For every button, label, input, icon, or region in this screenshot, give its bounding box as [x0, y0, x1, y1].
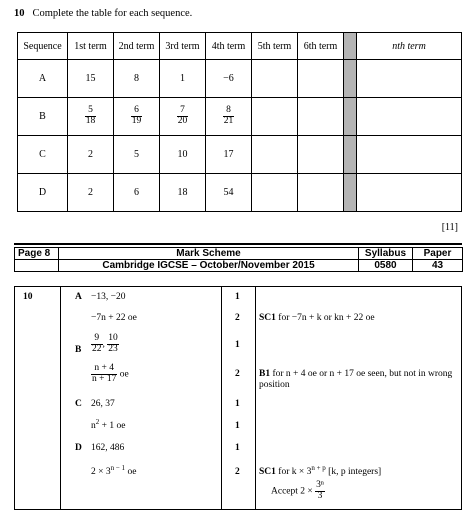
answer-d1: 162, 486	[91, 443, 125, 453]
term-cell: $\frac{5}{18}$	[68, 98, 114, 136]
table-header-row	[18, 33, 462, 60]
answer-cell[interactable]	[298, 98, 344, 136]
mark-b1: 1	[235, 340, 240, 350]
question-number: 10	[14, 8, 25, 19]
term-cell: 2	[68, 136, 114, 174]
question-prompt: Complete the table for each sequence.	[32, 8, 193, 19]
answer-cell[interactable]	[252, 98, 298, 136]
term-cell: $\frac{6}{19}$	[114, 98, 160, 136]
answer-cell[interactable]	[252, 60, 298, 98]
note-b2: B1 for n + 4 oe or n + 17 oe seen, but not in wrong position	[259, 369, 453, 390]
grey-separator	[344, 60, 357, 98]
blank-cell	[15, 260, 59, 272]
accept-d2: Accept 2 × $\frac{\text{3ⁿ}}{3}$	[271, 480, 324, 501]
header-nth-term: nth term	[357, 33, 462, 60]
mark-b2: 2	[235, 369, 240, 379]
row-label: C	[18, 136, 68, 174]
column-divider	[255, 287, 256, 509]
table-row	[18, 98, 462, 136]
mark-scheme-answers	[14, 286, 462, 510]
mark-a1: 1	[235, 292, 240, 302]
mark-d1: 1	[235, 443, 240, 453]
note-a2: SC1 for −7n + k or kn + 22 oe	[259, 313, 375, 323]
exam-subtitle: Cambridge IGCSE – October/November 2015	[59, 260, 359, 272]
row-label: B	[18, 98, 68, 136]
answer-cell[interactable]	[298, 174, 344, 212]
sequence-table	[17, 32, 462, 212]
table-row	[18, 136, 462, 174]
header-6th-term: 6th term	[298, 33, 344, 60]
answer-a2: −7n + 22 oe	[91, 313, 137, 323]
answer-c1: 26, 37	[91, 399, 115, 409]
term-cell: 18	[160, 174, 206, 212]
table-row	[18, 60, 462, 98]
mark-c2: 1	[235, 421, 240, 431]
answer-c2: $n^2 + 1$ oe	[91, 417, 126, 431]
note-d2: SC1 for $k \times 3^{n + p}$ [k, p integers]	[259, 463, 382, 477]
table-row	[18, 174, 462, 212]
answer-b2: $\frac{n + 4}{n + 17}$ oe	[92, 363, 129, 384]
answer-cell[interactable]	[357, 60, 462, 98]
term-cell: 10	[160, 136, 206, 174]
row-label: D	[18, 174, 68, 212]
part-label-a: A	[75, 292, 82, 302]
row-label: A	[18, 60, 68, 98]
part-label-c: C	[75, 399, 82, 409]
syllabus-label: Syllabus	[359, 248, 413, 260]
mark-scheme-title: Mark Scheme	[59, 248, 359, 260]
grey-separator	[344, 98, 357, 136]
total-marks: [11]	[441, 222, 458, 233]
part-label-b: B	[75, 345, 82, 355]
header-sequence: Sequence	[18, 33, 68, 60]
term-cell: $\frac{7}{20}$	[160, 98, 206, 136]
answer-d2: $2 \times 3^{n - 1}$ oe	[91, 463, 137, 477]
paper-number: 43	[413, 260, 463, 272]
mark-c1: 1	[235, 399, 240, 409]
grey-separator	[344, 33, 357, 60]
term-cell: −6	[206, 60, 252, 98]
mark-a2: 2	[235, 313, 240, 323]
page-label: Page 8	[15, 248, 59, 260]
mark-scheme-header	[14, 247, 463, 272]
header-5th-term: 5th term	[252, 33, 298, 60]
grey-separator	[344, 174, 357, 212]
header-1st-term: 1st term	[68, 33, 114, 60]
answer-cell[interactable]	[252, 136, 298, 174]
column-divider	[60, 287, 61, 509]
part-label-d: D	[75, 443, 82, 453]
term-cell: 6	[114, 174, 160, 212]
answer-cell[interactable]	[252, 174, 298, 212]
paper-label: Paper	[413, 248, 463, 260]
header-divider	[14, 243, 462, 245]
answer-cell[interactable]	[298, 136, 344, 174]
answer-a1: −13, −20	[91, 292, 126, 302]
header-2nd-term: 2nd term	[114, 33, 160, 60]
grey-separator	[344, 136, 357, 174]
syllabus-code: 0580	[359, 260, 413, 272]
question-heading	[14, 8, 192, 19]
term-cell: 2	[68, 174, 114, 212]
scheme-question-number: 10	[23, 292, 33, 302]
term-cell: 54	[206, 174, 252, 212]
header-3rd-term: 3rd term	[160, 33, 206, 60]
answer-cell[interactable]	[357, 136, 462, 174]
header-4th-term: 4th term	[206, 33, 252, 60]
answer-cell[interactable]	[357, 98, 462, 136]
mark-d2: 2	[235, 467, 240, 477]
term-cell: 1	[160, 60, 206, 98]
answer-cell[interactable]	[298, 60, 344, 98]
term-cell: 15	[68, 60, 114, 98]
term-cell: $\frac{8}{21}$	[206, 98, 252, 136]
term-cell: 17	[206, 136, 252, 174]
term-cell: 8	[114, 60, 160, 98]
answer-b1: $\frac{9}{22}$ , $\frac{10}{23}$	[92, 333, 118, 354]
answer-cell[interactable]	[357, 174, 462, 212]
term-cell: 5	[114, 136, 160, 174]
column-divider	[221, 287, 222, 509]
